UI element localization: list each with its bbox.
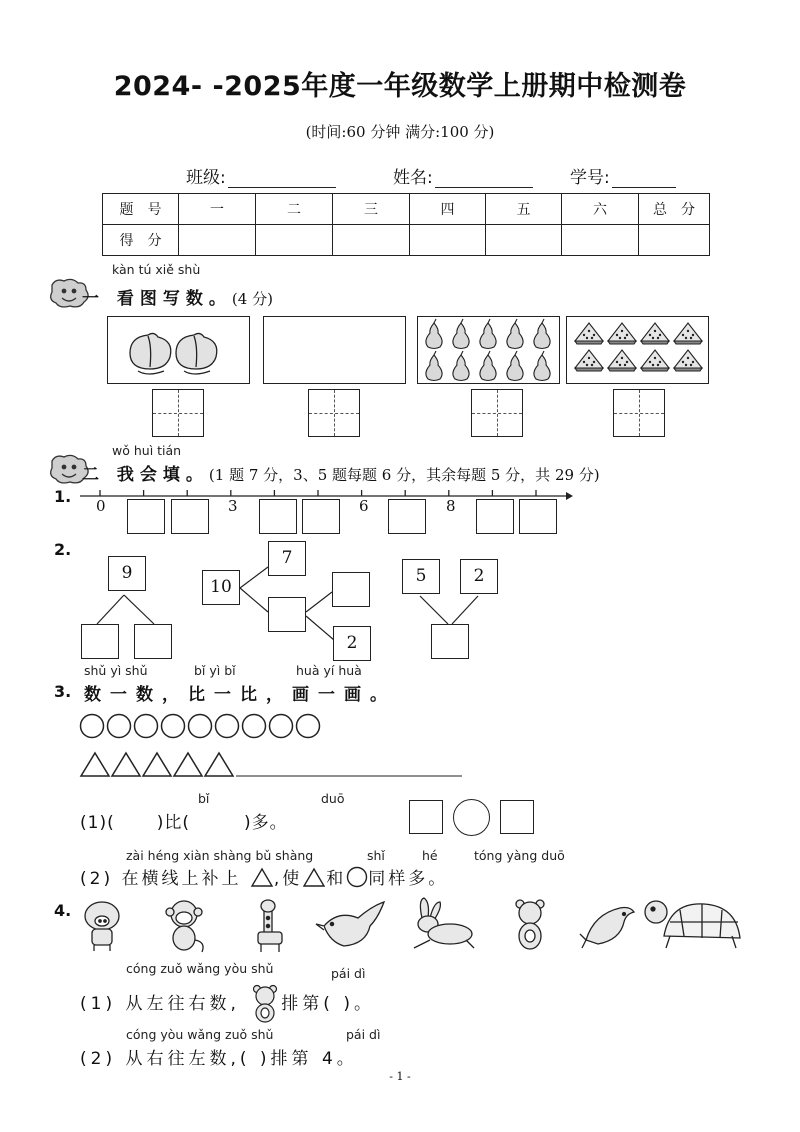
tick-label-6: 6 — [359, 497, 369, 515]
pear-icon — [453, 319, 469, 349]
animal-row — [80, 896, 742, 954]
bear-icon — [516, 900, 544, 949]
page-title: 2024- -2025年度一年级数学上册期中检测卷 — [113, 71, 687, 102]
score-table-cell: 二 — [256, 194, 333, 225]
watermelon-slice-icon — [608, 350, 636, 371]
q3-sub2-text-1: (2) 在横线上补上 — [80, 869, 242, 889]
circle-shape — [108, 715, 131, 738]
watermelon-slice-icon — [575, 350, 603, 371]
peach-icon — [176, 333, 217, 374]
pear-icon — [534, 351, 550, 381]
tick-label-8: 8 — [446, 497, 456, 515]
q3-sub2-text-3: 和 — [326, 869, 347, 889]
watermelon-slice-icon — [674, 323, 702, 344]
score-input-cell[interactable] — [410, 225, 486, 256]
section1-number: 一 — [82, 289, 105, 309]
pear-icon — [480, 351, 496, 381]
triangles-row — [78, 750, 478, 780]
picture-peaches — [107, 316, 250, 384]
score-table-cell: 五 — [486, 194, 562, 225]
circle-shape — [216, 715, 239, 738]
id-label: 学号: — [570, 168, 610, 188]
choice-circle-icon — [453, 799, 490, 836]
q4-sub2-pinyin-1: cóng yòu wǎng zuǒ shǔ — [126, 1027, 274, 1042]
tick-label-0: 0 — [96, 497, 106, 515]
q3-pinyin-2: bǐ yì bǐ — [194, 663, 236, 678]
pear-icon — [507, 319, 523, 349]
q3-sub2-pinyin-3: hé — [422, 848, 438, 863]
q3-sub1-pinyin-bi: bǐ — [198, 791, 210, 806]
triangle-icon — [250, 867, 274, 887]
section2-title: 我会填。 — [116, 465, 209, 485]
section1-heading — [82, 284, 273, 309]
dolphin-icon — [580, 908, 634, 949]
section2-heading — [82, 460, 600, 485]
q4-sub2-line: (2) 从右往左数,( )排第 4。 — [80, 1049, 358, 1069]
triangle-shape — [174, 753, 202, 776]
picture-empty — [263, 316, 406, 384]
q3-instruction: 数一数，比一比，画一画。 — [84, 685, 396, 705]
q3-sub1-pinyin-duo: duō — [321, 791, 345, 806]
q3-sub2-pinyin-2: shǐ — [367, 848, 385, 863]
bond2-sub-part-box[interactable] — [332, 572, 370, 607]
q4-sub1-line — [80, 983, 375, 1023]
section2-pinyin: wǒ huì tián — [112, 443, 182, 458]
numberline-answer-box[interactable] — [302, 499, 340, 534]
id-field — [570, 163, 676, 188]
bond2-sub-part-box: 2 — [333, 626, 371, 661]
bond2-part-answer-box[interactable] — [268, 597, 306, 632]
score-table-cell: 六 — [562, 194, 639, 225]
pear-icon — [426, 319, 442, 349]
q2-number: 2. — [54, 540, 72, 559]
score-table-cell: 题 号 — [103, 194, 179, 225]
circle-shape — [243, 715, 266, 738]
q3-sub1-prefix: (1)( — [80, 813, 115, 833]
section2-points: (1 题 7 分，3、5 题每题 6 分，其余每题 5 分，共 29 分) — [208, 466, 600, 484]
score-input-cell[interactable] — [562, 225, 639, 256]
circle-shape — [162, 715, 185, 738]
section1-points: (4 分) — [231, 290, 273, 308]
bond2-whole-box: 10 — [202, 570, 240, 605]
class-label: 班级: — [186, 168, 226, 188]
q4-sub1-text-1: (1) 从左往右数, — [80, 994, 240, 1014]
answer-grid-1[interactable] — [152, 389, 204, 437]
numberline-answer-box[interactable] — [127, 499, 165, 534]
watermelon-slice-icon — [674, 350, 702, 371]
name-label: 姓名: — [393, 168, 433, 188]
watermelon-slice-icon — [608, 323, 636, 344]
score-input-cell[interactable] — [179, 225, 256, 256]
pig-icon — [85, 902, 119, 951]
choice-square-icon-2 — [500, 800, 534, 834]
bond1-whole-box: 9 — [108, 556, 146, 591]
triangle-shape — [143, 753, 171, 776]
score-input-cell[interactable] — [256, 225, 333, 256]
bear-icon — [249, 983, 281, 1023]
choice-square-icon — [409, 800, 443, 834]
tick-label-3: 3 — [228, 497, 238, 515]
rabbit-icon — [414, 898, 474, 948]
score-table-score-row — [103, 225, 710, 256]
bond3-part-box: 5 — [402, 559, 440, 594]
bond2-part-box: 7 — [268, 541, 306, 576]
pear-icon — [480, 319, 496, 349]
triangle-shape — [81, 753, 109, 776]
id-input-line[interactable] — [612, 170, 676, 188]
circle-icon — [346, 866, 368, 888]
q3-sub2-text-2: ,使 — [273, 869, 303, 889]
q3-pinyin-1: shǔ yì shǔ — [84, 663, 148, 678]
q4-sub1-text-2: 排第( )。 — [281, 994, 375, 1014]
q3-sub2-text-4: 同样多。 — [368, 869, 449, 889]
picture-pears — [417, 316, 560, 384]
score-table-header-row — [103, 194, 710, 225]
triangle-icon — [302, 867, 326, 887]
q3-number: 3. — [54, 682, 72, 701]
q3-sub2-pinyin-1: zài héng xiàn shàng bǔ shàng — [126, 848, 314, 863]
numberline-answer-box[interactable] — [519, 499, 557, 534]
pear-icon — [534, 319, 550, 349]
pear-icon — [507, 351, 523, 381]
score-table-cell: 三 — [333, 194, 410, 225]
numberline-answer-box[interactable] — [259, 499, 297, 534]
score-table-cell: 总 分 — [639, 194, 710, 225]
numberline-answer-box[interactable] — [171, 499, 209, 534]
name-field — [393, 163, 533, 188]
triangle-shape — [205, 753, 233, 776]
q1-number: 1. — [54, 487, 72, 506]
watermelon-slice-icon — [575, 323, 603, 344]
monkey-icon — [166, 901, 203, 952]
section1-pinyin: kàn tú xiě shù — [112, 262, 201, 277]
circle-shape — [81, 715, 104, 738]
answer-grid-3[interactable] — [471, 389, 523, 437]
q3-sub2-pinyin-4: tóng yàng duō — [474, 848, 565, 863]
section2-number: 二 — [82, 465, 105, 485]
q3-sub1-line — [80, 808, 288, 833]
q4-sub1-pinyin-2: pái dì — [331, 966, 366, 981]
circles-row — [78, 712, 338, 742]
q4-sub2-pinyin-2: pái dì — [346, 1027, 381, 1042]
peach-icon — [130, 333, 171, 374]
numberline-answer-box[interactable] — [476, 499, 514, 534]
bond3-part-box: 2 — [460, 559, 498, 594]
page-number: - 1 - — [389, 1070, 411, 1083]
score-input-cell[interactable] — [486, 225, 562, 256]
giraffe-icon — [258, 900, 282, 952]
score-input-cell[interactable] — [639, 225, 710, 256]
class-field — [186, 163, 336, 188]
triangle-shape — [112, 753, 140, 776]
pear-icon — [426, 351, 442, 381]
exam-time-score: (时间:60 分钟 满分:100 分) — [305, 123, 495, 141]
q3-sub2-line — [80, 864, 448, 889]
q4-sub1-pinyin-1: cóng zuǒ wǎng yòu shǔ — [126, 961, 274, 976]
bond1-part-box[interactable] — [134, 624, 172, 659]
score-row-label: 得 分 — [103, 225, 179, 256]
q3-sub1-mid1: )比( — [156, 813, 190, 833]
q4-number: 4. — [54, 901, 72, 920]
numberline-answer-box[interactable] — [388, 499, 426, 534]
answer-grid-4[interactable] — [613, 389, 665, 437]
circle-shape — [189, 715, 212, 738]
section1-title: 看图写数。 — [116, 289, 232, 309]
name-input-line[interactable] — [435, 170, 533, 188]
watermelon-slice-icon — [641, 323, 669, 344]
circle-shape — [135, 715, 158, 738]
score-table-cell: 四 — [410, 194, 486, 225]
q3-sub1-mid2: )多。 — [243, 813, 288, 833]
bond3-whole-answer-box[interactable] — [431, 624, 469, 659]
pear-icon — [453, 351, 469, 381]
bond1-part-box[interactable] — [81, 624, 119, 659]
score-input-cell[interactable] — [333, 225, 410, 256]
q3-pinyin-3: huà yí huà — [296, 663, 362, 678]
score-table — [102, 193, 710, 256]
answer-grid-2[interactable] — [308, 389, 360, 437]
picture-watermelons — [566, 316, 709, 384]
turtle-icon — [645, 901, 740, 948]
score-table-cell: 一 — [179, 194, 256, 225]
class-input-line[interactable] — [228, 170, 336, 188]
circle-shape — [270, 715, 293, 738]
watermelon-slice-icon — [641, 350, 669, 371]
circle-shape — [297, 715, 320, 738]
bird-icon — [316, 902, 384, 946]
